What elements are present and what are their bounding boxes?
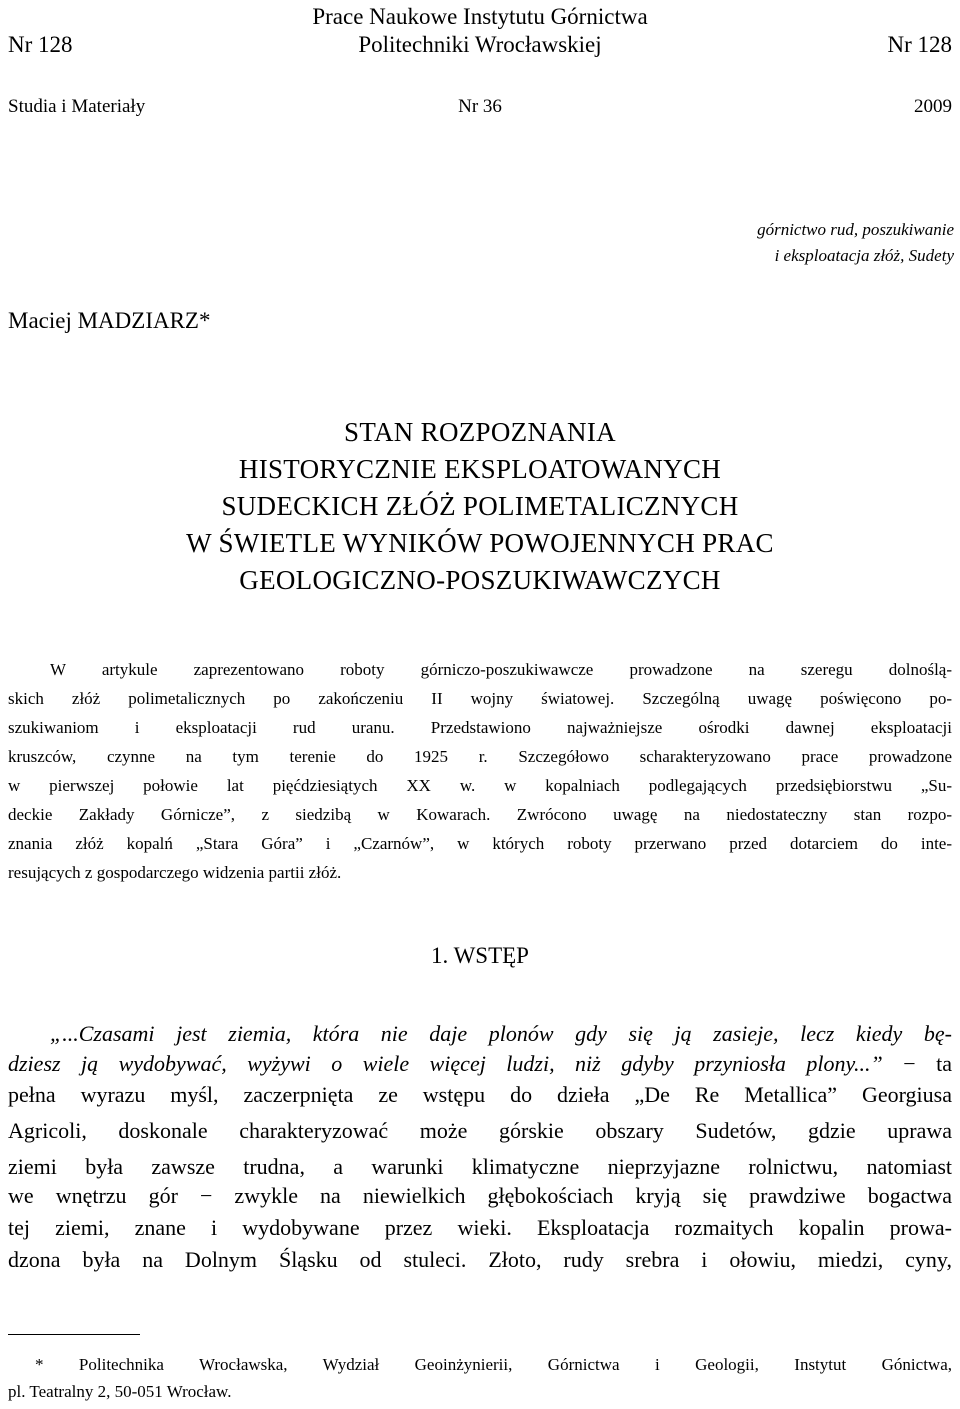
abstract-line-3: szukiwaniom i eksploatacji rud uranu. Przedstawiono najważniejsze ośrodki dawnej eksploatacji [8,718,952,737]
header-series-number: Nr 36 [458,96,502,117]
footnote-line-2: pl. Teatralny 2, 50-051 Wrocław. [8,1382,232,1401]
abstract-line-8: resujących z gospodarczego widzenia partii złóż. [8,863,342,882]
abstract-line-7: znania złóż kopalń „Stara Góra” i „Czarnów”, w których roboty przerwano przed dotarciem do inte- [8,834,952,853]
header-left-number: Nr 128 [8,32,73,57]
header-right-number: Nr 128 [887,32,952,57]
body-line-2: Agricoli, doskonale charakteryzować może górskie obszary Sudetów, gdzie uprawa [8,1118,952,1143]
quote-line-2-rest: − ta [882,1051,952,1076]
title-line-5: GEOLOGICZNO-POSZUKIWAWCZYCH [239,565,721,595]
quote-line-2 [8,1049,952,1079]
body-line-4: we wnętrzu gór − zwykle na niewielkich głębokościach kryją się prawdziwe bogactwa [8,1183,952,1208]
abstract-line-5: w pierwszej połowie lat pięćdziesiątych XX w. w kopalniach podlegających przedsiębiorstwu „Su- [8,776,952,795]
title-line-2: HISTORYCZNIE EKSPLOATOWANYCH [238,454,722,484]
author-name: Maciej MADZIARZ* [8,308,211,333]
body-line-6: dzona była na Dolnym Śląsku od stuleci. Złoto, rudy srebra i ołowiu, miedzi, cyny, [8,1247,952,1272]
body-line-5: tej ziemi, znane i wydobywane przez wieki. Eksploatacja rozmaitych kopalin prowa- [8,1215,952,1240]
header-institute-line1: Prace Naukowe Instytutu Górnictwa [312,4,648,29]
abstract-line-2: skich złóż polimetalicznych po zakończeniu II wojny światowej. Szczególną uwagę poświęcono po- [8,689,952,708]
footnote-line-1: * Politechnika Wrocławska, Wydział Geoinżynierii, Górnictwa i Geologii, Instytut Gónictwa, [35,1355,952,1374]
abstract-line-1: W artykule zaprezentowano roboty górniczo-poszukiwawcze prowadzone na szeregu dolnoślą- [50,660,952,679]
body-line-1: pełna wyrazu myśl, zaczerpnięta ze wstępu do dzieła „De Re Metallica” Georgiusa [8,1082,952,1107]
title-line-1: STAN ROZPOZNANIA [344,417,616,447]
header-series: Studia i Materiały [8,96,146,117]
footnote-rule [8,1334,140,1335]
keywords-line1: górnictwo rud, poszukiwanie [757,220,954,239]
title-line-3: SUDECKICH ZŁÓŻ POLIMETALICZNYCH [221,491,739,521]
body-line-3: ziemi była zawsze trudna, a warunki klimatyczne nieprzyjazne rolnictwu, natomiast [8,1154,952,1179]
abstract-line-6: deckie Zakłady Górnicze”, z siedzibą w Kowarach. Zwrócono uwagę na niedostateczny stan rozpo- [8,805,952,824]
header-year: 2009 [914,96,952,117]
title-line-4: W ŚWIETLE WYNIKÓW POWOJENNYCH PRAC [186,528,774,558]
quote-line-2-italic: dziesz ją wydobywać, wyżywi o wiele więcej ludzi, niż gdyby przyniosła plony...” [8,1051,883,1076]
abstract-line-4: kruszców, czynne na tym terenie do 1925 r. Szczegółowo scharakteryzowano prace prowadzone [8,747,952,766]
keywords-line2: i eksploatacja złóż, Sudety [774,246,954,265]
header-institute-line2: Politechniki Wrocławskiej [358,32,602,57]
section-title: 1. WSTĘP [431,943,529,968]
quote-line-1: „...Czasami jest ziemia, która nie daje plonów gdy się ją zasieje, lecz kiedy bę- [50,1021,952,1046]
